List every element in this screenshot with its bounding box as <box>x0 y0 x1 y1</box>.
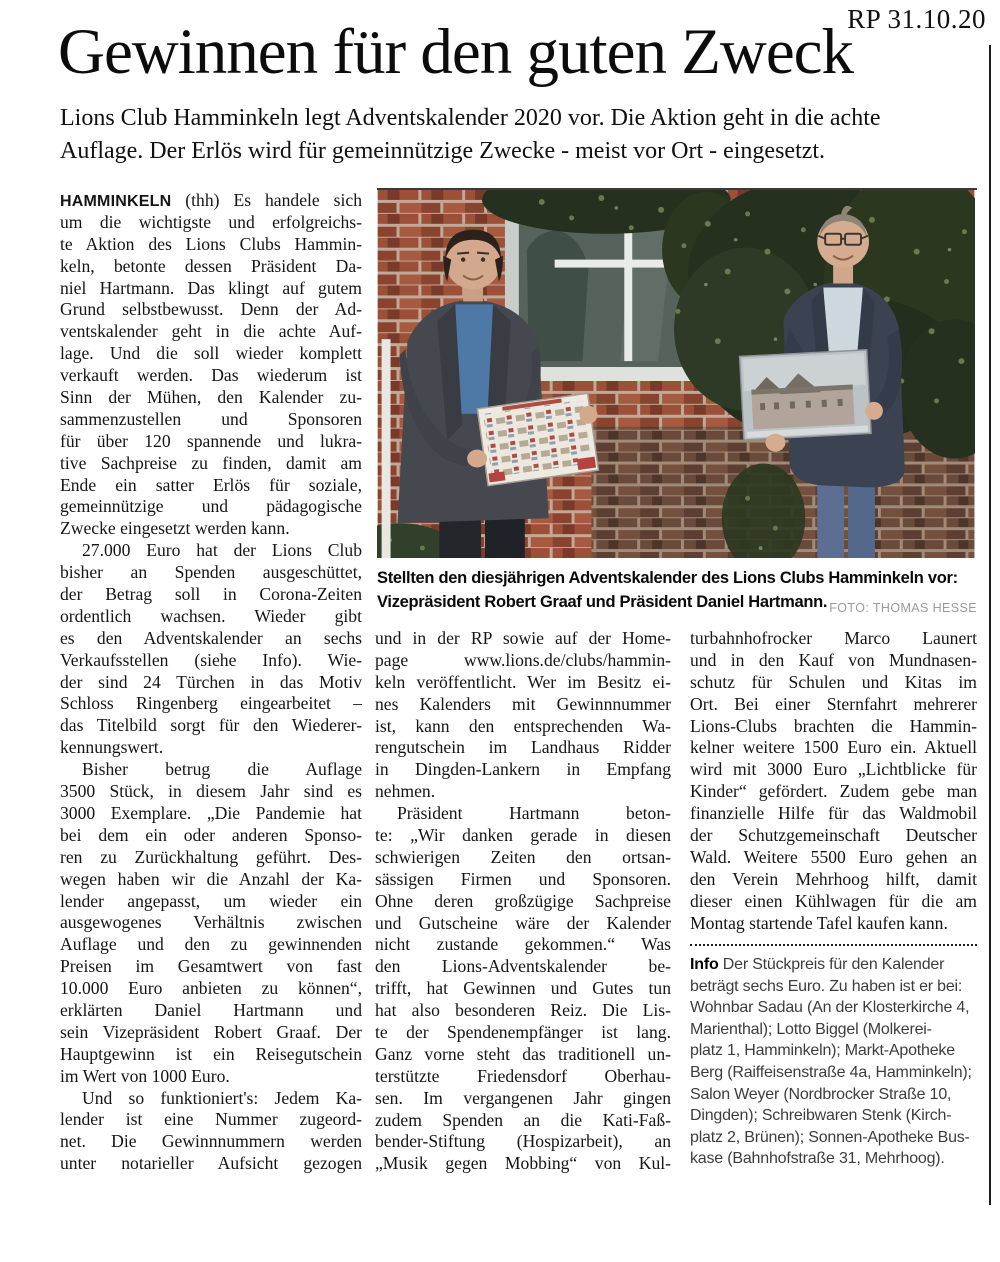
body-line: Und so funktioniert's: Jedem Ka- <box>82 1087 362 1108</box>
info-box <box>690 944 977 1170</box>
photo-caption <box>377 566 977 620</box>
body-line: Grund selbstbewusst. Denn der Ad- <box>60 299 362 320</box>
subheadline-line: Auflage. Der Erlös wird für gemeinnützige Zwecke - meist vor Ort - eingesetzt. <box>60 138 826 164</box>
body-line: tive Sachpreise zu finden, damit am <box>60 452 362 473</box>
body-line: Präsident Hartmann beton- <box>397 803 671 824</box>
article-column-3 <box>690 628 977 934</box>
body-line: Hauptgewinn ist ein Reisegutschein <box>60 1043 362 1064</box>
body-line: der sind 24 Türchen in das Motiv <box>60 671 362 692</box>
body-line: und Gutscheine wäre der Kalender <box>375 912 671 933</box>
drainpipe <box>382 339 391 558</box>
body-line: sen. Im vergangenen Jahr gingen <box>375 1087 671 1108</box>
body-line: Ohne deren großzügige Sachpreise <box>375 890 671 911</box>
body-line: unter notarieller Aufsicht gezogen <box>60 1153 362 1174</box>
body-line: hat also besonderen Reiz. Die Lis- <box>375 1000 671 1021</box>
body-line: bei dem ein oder anderen Sponso- <box>60 824 362 845</box>
body-line: Bisher betrug die Auflage <box>82 759 362 780</box>
body-line: Montag startende Tafel kaufen kann. <box>690 912 948 933</box>
info-line: beträgt sechs Euro. Zu haben ist er bei: <box>690 977 963 995</box>
body-line: Ende ein satter Erlös für soziale, <box>60 474 362 495</box>
body-line: für über 120 spannende und lukra- <box>60 430 362 451</box>
body-line: kennungswert. <box>60 737 164 758</box>
advent-calendar-right <box>740 350 872 440</box>
body-line: ordentlich wachsen. Wieder gibt <box>60 605 362 626</box>
body-line: nes Kalenders mit Gewinnnummer <box>375 693 671 714</box>
body-line: Zwecke eingesetzt werden kann. <box>60 518 290 539</box>
body-line: Ganz vorne steht das traditionell un- <box>375 1043 671 1064</box>
body-line: im Wert von 1000 Euro. <box>60 1065 230 1086</box>
body-line: finanzielle Hilfe für das Waldmobil <box>690 803 977 824</box>
subheadline <box>60 102 990 168</box>
photo-caption-line: Stellten den diesjährigen Adventskalender des Lions Clubs Hamminkeln vor: <box>377 569 958 587</box>
body-line: net. Die Gewinnnummern werden <box>60 1131 362 1152</box>
body-line: lender angepasst, um wieder ein <box>60 890 362 911</box>
column-rule <box>989 45 991 1205</box>
dateline-location: HAMMINKELN <box>60 193 172 210</box>
body-line: ren zu Zurückhaltung geführt. Des- <box>60 846 362 867</box>
info-line: Marienthal); Lotto Biggel (Molkerei- <box>690 1020 932 1038</box>
body-line: Lions-Clubs brachten die Hammin- <box>690 715 977 736</box>
body-line: niel Hartmann. Das klingt auf gutem <box>60 277 362 298</box>
article-column-2 <box>375 628 671 1175</box>
body-line: und in der RP sowie auf der Home- <box>375 628 671 648</box>
body-line: Auflage und den zu gewinnenden <box>60 934 362 955</box>
body-line: te der Spendenempfänger ist lang. <box>375 1022 671 1043</box>
body-line: turbahnhofrocker Marco Launert <box>690 628 977 648</box>
body-line: Preisen im Gesamtwert von fast <box>60 956 362 977</box>
body-line: den Verein Mehrhoog hilft, damit <box>690 868 977 889</box>
body-line: Verkaufsstellen (siehe Info). Wie- <box>60 649 362 670</box>
body-line: bisher an Spenden ausgeschüttet, <box>60 562 362 583</box>
body-line: um die wichtigste und erfolgreichs- <box>60 211 362 232</box>
body-line: ausgewogenes Verhältnis zwischen <box>60 912 362 933</box>
body-line: der Betrag soll in Corona-Zeiten <box>60 584 362 605</box>
body-line: nicht zustande gekommen.“ Was <box>375 934 671 955</box>
body-line: keln, betonte dessen Präsident Da- <box>60 255 362 276</box>
body-line: Ort. Bei einer Sternfahrt mehrerer <box>690 693 977 714</box>
body-line: rengutschein im Landhaus Ridder <box>375 737 671 758</box>
body-line: dieser einen Kühlwagen für die am <box>690 890 977 911</box>
body-line: und in den Kauf von Mundnasen- <box>690 649 977 670</box>
body-line: kelner weitere 1500 Euro ein. Aktuell <box>690 737 977 758</box>
photo-caption-text: Vizepräsident Robert Graaf und Präsident Daniel Hartmann. <box>377 593 828 611</box>
body-line: das Titelbild sorgt für den Wiederer- <box>60 715 362 736</box>
body-line: in Dingden-Lankern in Empfang <box>375 759 671 780</box>
body-line: erklärten Daniel Hartmann und <box>60 999 362 1020</box>
body-line: terstützte Friedensdorf Oberhau- <box>375 1065 671 1086</box>
masthead-date: RP 31.10.20 <box>847 4 986 34</box>
body-line: trifft, hat Gewinnen und Gutes tun <box>375 978 671 999</box>
body-line: 3000 Exemplare. „Die Pandemie hat <box>60 802 362 823</box>
body-line: bender-Stiftung (Hospizarbeit), an <box>375 1131 671 1152</box>
body-line: lage. Und die soll wieder komplett <box>60 343 362 364</box>
body-line: schwierigen Zeiten den ortsan- <box>375 846 671 867</box>
body-line: page www.lions.de/clubs/hammin- <box>375 649 671 670</box>
body-line: wird mit 3000 Euro „Lichtblicke für <box>690 759 977 780</box>
body-line: schutz für Schulen und Kitas im <box>690 671 977 692</box>
body-line: Sinn der Mühen, den Kalender zu- <box>60 387 362 408</box>
body-line: Wald. Weitere 5500 Euro gehen an <box>690 846 977 867</box>
body-line: 27.000 Euro hat der Lions Club <box>82 540 362 561</box>
body-line: der Schutzgemeinschaft Deutscher <box>690 825 977 846</box>
body-line: Schloss Ringenberg eingearbeitet – <box>60 693 362 714</box>
photo-image <box>377 190 975 558</box>
body-line: 10.000 Euro anbieten zu können“, <box>60 978 362 999</box>
info-line: Wohnbar Sadau (An der Klosterkirche 4, <box>690 999 970 1017</box>
body-line: ist, kann den entsprechenden Wa- <box>375 715 671 736</box>
body-line: nehmen. <box>375 781 436 802</box>
info-box-lines <box>690 954 977 1170</box>
body-line: wegen haben wir die Anzahl der Ka- <box>60 868 362 889</box>
info-label: Info <box>690 956 719 973</box>
body-line: gemeinnützige und pädagogische <box>60 496 362 517</box>
body-line: te: „Wir danken gerade in diesen <box>375 825 671 846</box>
body-line: HAMMINKELN (thh) Es handele sich <box>60 190 362 210</box>
photo-caption-line <box>377 590 977 614</box>
body-line: te Aktion des Lions Clubs Hammin- <box>60 233 362 254</box>
body-line: sässigen Firmen und Sponsoren. <box>375 868 671 889</box>
body-line: ventskalender geht in die achte Auf- <box>60 321 362 342</box>
info-line: Berg (Raiffeisenstraße 4a, Hamminkeln); <box>690 1063 972 1081</box>
body-line: „Musik gegen Mobbing“ von Kul- <box>375 1153 671 1174</box>
body-line: zudem Spenden an die Kati-Faß- <box>375 1109 671 1130</box>
info-line: platz 2, Brünen); Sonnen-Apotheke Bus- <box>690 1128 970 1146</box>
headline: Gewinnen für den guten Zweck <box>58 16 854 88</box>
info-line: Salon Weyer (Nordbrocker Straße 10, <box>690 1085 952 1103</box>
info-line: platz 1, Hamminkeln); Markt-Apotheke <box>690 1042 955 1060</box>
body-line: verkauft werden. Das wiederum ist <box>60 365 362 386</box>
body-line: sammenzustellen und Sponsoren <box>60 408 362 429</box>
body-line: keln veröffentlicht. Wer im Besitz ei- <box>375 671 671 692</box>
body-line: 3500 Stück, in diesem Jahr sind es <box>60 781 362 802</box>
article-column-1 <box>60 190 362 1175</box>
body-line: Kinder“ gefördert. Zudem gebe man <box>690 781 977 802</box>
subheadline-line: Lions Club Hamminkeln legt Adventskalender 2020 vor. Die Aktion geht in die achte <box>60 105 881 131</box>
photo-figure <box>377 188 977 558</box>
body-line: den Lions-Adventskalender be- <box>375 956 671 977</box>
body-line: sein Vizepräsident Robert Graaf. Der <box>60 1021 362 1042</box>
body-line: es den Adventskalender an sechs <box>60 627 362 648</box>
advent-calendar-left <box>477 393 598 485</box>
body-line: lender ist eine Nummer zugeord- <box>60 1109 362 1130</box>
info-line: Dingden); Schreibwaren Stenk (Kirch- <box>690 1107 952 1125</box>
info-line: Info Der Stückpreis für den Kalender <box>690 956 945 973</box>
photo-credit: FOTO: THOMAS HESSE <box>829 601 977 615</box>
info-line: kase (Bahnhofstraße 31, Mehrhoog). <box>690 1150 945 1168</box>
